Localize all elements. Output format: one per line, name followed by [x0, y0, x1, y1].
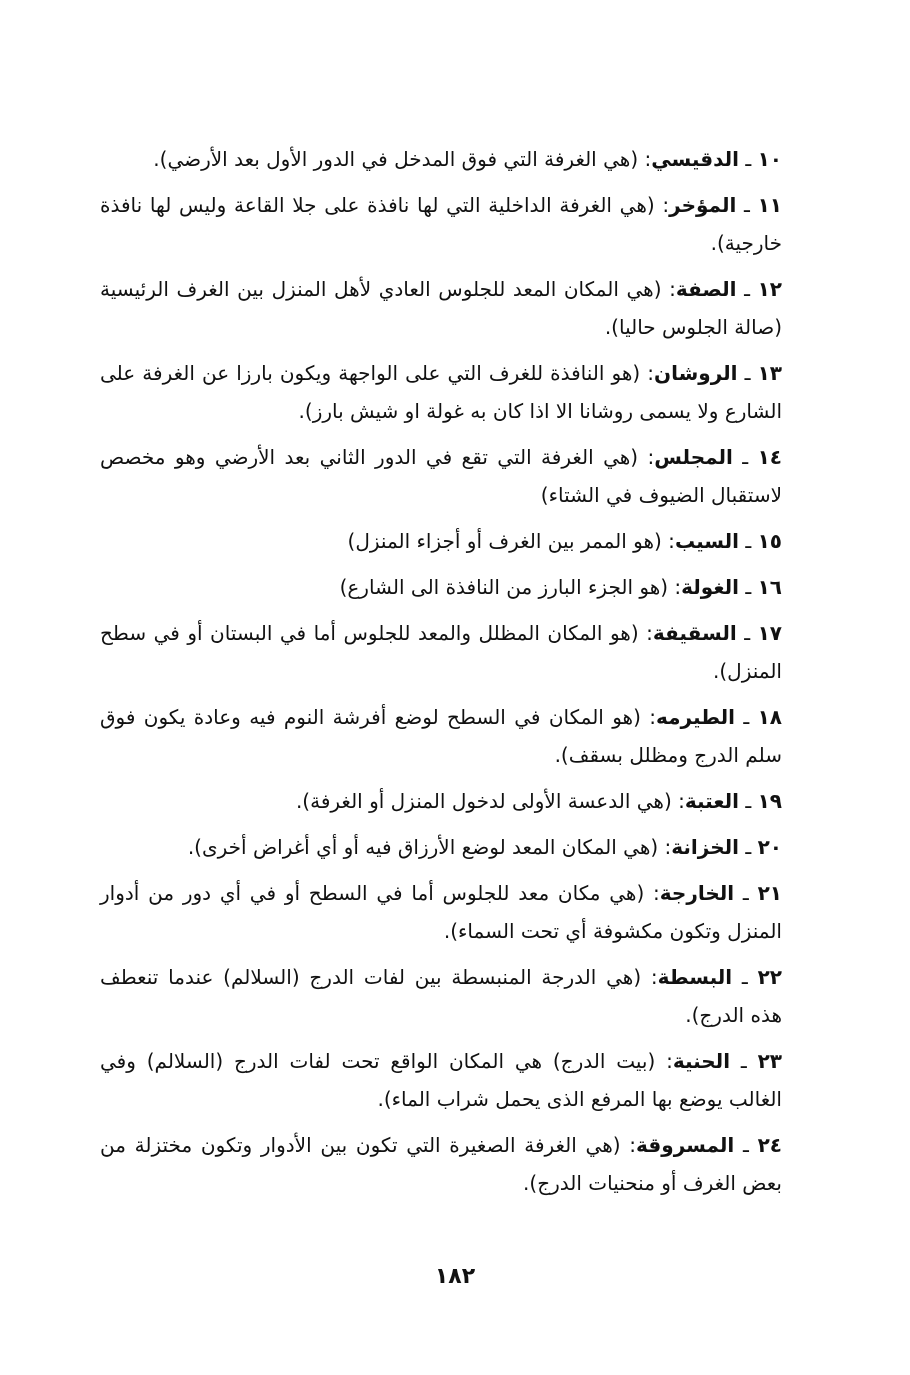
entry-number: ٢٣ [757, 1049, 782, 1073]
entry-number: ١٤ [757, 445, 782, 469]
entry-definition: (هي المكان المعد لوضع الأرزاق فيه أو أي أغراض أخرى). [187, 835, 659, 859]
entry-definition: (هو الجزء البارز من النافذة الى الشارع) [339, 575, 669, 599]
entry-term: السيب [674, 529, 739, 553]
entry-term: المجلس [654, 445, 733, 469]
entry-number: ١٨ [757, 705, 782, 729]
entry-definition: (هو النافذة للغرف التي على الواجهة ويكون بارزا عن الغرفة على الشارع ولا يسمى روشانا الا اذا كان به غولة او شيش بارز). [100, 361, 782, 423]
entry-definition: (هي المكان المعد للجلوس العادي لأهل المنزل بين الغرف الرئيسية (صالة الجلوس حاليا). [100, 277, 782, 339]
entry-definition: (هي الغرفة الداخلية التي لها نافذة على جلا القاعة وليس لها نافذة خارجية). [100, 193, 782, 255]
glossary-entry: ١٦ ـ الغولة: (هو الجزء البارز من النافذة الى الشارع) [339, 575, 782, 599]
entry-definition: (هي الدرجة المنبسطة بين لفات الدرج (السلالم) عندما تنعطف هذه الدرج). [100, 965, 782, 1027]
glossary-entry: ٢٣ ـ الحنية: (بيت الدرج) هي المكان الواقع تحت لفات الدرج (السلالم) وفي الغالب يوضع بها المرفع الذى يحمل شراب الماء). [100, 1049, 782, 1111]
glossary-entry: ١٨ ـ الطيرمه: (هو المكان في السطح لوضع أفرشة النوم فيه وعادة يكون فوق سلم الدرج ومظلل بسقف). [100, 705, 782, 767]
entry-term: العتبة [684, 789, 739, 813]
glossary-entry: ٢١ ـ الخارجة: (هي مكان معد للجلوس أما في السطح أو في أي دور من أدوار المنزل وتكون مكشوفة أي تحت السماء). [100, 881, 782, 943]
entry-definition: (هو المكان المظلل والمعد للجلوس أما في البستان أو في سطح المنزل). [100, 621, 782, 683]
glossary-entries [100, 140, 782, 1210]
glossary-entry: ١٠ ـ الدقيسي: (هي الغرفة التي فوق المدخل في الدور الأول بعد الأرضي). [153, 147, 782, 171]
entry-number: ٢٤ [757, 1133, 782, 1157]
glossary-entry: ١٩ ـ العتبة: (هي الدعسة الأولى لدخول المنزل أو الغرفة). [295, 789, 782, 813]
entry-term: الصفة [675, 277, 737, 301]
entry-definition: (هي الغرفة التي فوق المدخل في الدور الأول بعد الأرضي). [153, 147, 639, 171]
glossary-entry: ٢٢ ـ البسطة: (هي الدرجة المنبسطة بين لفات الدرج (السلالم) عندما تنعطف هذه الدرج). [100, 965, 782, 1027]
glossary-entry: ٢٠ ـ الخزانة: (هي المكان المعد لوضع الأرزاق فيه أو أي أغراض أخرى). [187, 835, 782, 859]
entry-definition: (بيت الدرج) هي المكان الواقع تحت لفات الدرج (السلالم) وفي الغالب يوضع بها المرفع الذى يحمل شراب الماء). [100, 1049, 782, 1111]
glossary-entry: ١١ ـ المؤخر: (هي الغرفة الداخلية التي لها نافذة على جلا القاعة وليس لها نافذة خارجية). [100, 193, 782, 255]
glossary-entry: ١٢ ـ الصفة: (هي المكان المعد للجلوس العادي لأهل المنزل بين الغرف الرئيسية (صالة الجلوس حاليا). [100, 277, 782, 339]
page-number: ١٨٢ [434, 1264, 476, 1289]
glossary-entry: ١٣ ـ الروشان: (هو النافذة للغرف التي على الواجهة ويكون بارزا عن الغرفة على الشارع ولا يسمى روشانا الا اذا كان به غولة او شيش بارز). [100, 361, 782, 423]
entry-number: ١٥ [757, 529, 782, 553]
entry-number: ٢٠ [757, 835, 782, 859]
entry-term: الدقيسي [651, 147, 739, 171]
entry-term: الطيرمه [656, 705, 735, 729]
glossary-entry: ١٤ ـ المجلس: (هي الغرفة التي تقع في الدور الثاني بعد الأرضي وهو مخصص لاستقبال الضيوف في الشتاء) [100, 445, 782, 507]
entry-definition: (هي الغرفة الصغيرة التي تكون بين الأدوار وتكون مختزلة من بعض الغرف أو منحنيات الدرج). [100, 1133, 782, 1195]
glossary-entry: ١٥ ـ السيب: (هو الممر بين الغرف أو أجزاء المنزل) [347, 529, 782, 553]
entry-definition: (هي مكان معد للجلوس أما في السطح أو في أي دور من أدوار المنزل وتكون مكشوفة أي تحت السماء). [100, 881, 782, 943]
entry-number: ٢١ [757, 881, 782, 905]
entry-term: المؤخر [669, 193, 737, 217]
entry-term: الحنية [672, 1049, 731, 1073]
entry-term: الغولة [681, 575, 739, 599]
glossary-entry: ١٧ ـ السقيفة: (هو المكان المظلل والمعد للجلوس أما في البستان أو في سطح المنزل). [100, 621, 782, 683]
entry-number: ١٧ [757, 621, 782, 645]
entry-term: المسروقة [636, 1133, 735, 1157]
entry-definition: (هي الدعسة الأولى لدخول المنزل أو الغرفة). [295, 789, 672, 813]
entry-number: ١٠ [757, 147, 782, 171]
entry-term: الخزانة [671, 835, 739, 859]
glossary-entry: ٢٤ ـ المسروقة: (هي الغرفة الصغيرة التي تكون بين الأدوار وتكون مختزلة من بعض الغرف أو منحنيات الدرج). [100, 1133, 782, 1195]
entry-term: الخارجة [659, 881, 735, 905]
entry-number: ٢٢ [757, 965, 782, 989]
entry-term: السقيفة [652, 621, 737, 645]
entry-definition: (هو المكان في السطح لوضع أفرشة النوم فيه وعادة يكون فوق سلم الدرج ومظلل بسقف). [100, 705, 782, 767]
entry-definition: (هو الممر بين الغرف أو أجزاء المنزل) [347, 529, 662, 553]
entry-number: ١١ [757, 193, 782, 217]
entry-number: ١٩ [757, 789, 782, 813]
entry-number: ١٢ [757, 277, 782, 301]
entry-term: الروشان [654, 361, 738, 385]
entry-definition: (هي الغرفة التي تقع في الدور الثاني بعد الأرضي وهو مخصص لاستقبال الضيوف في الشتاء) [100, 445, 782, 507]
entry-number: ١٦ [757, 575, 782, 599]
entry-term: البسطة [657, 965, 733, 989]
entry-number: ١٣ [757, 361, 782, 385]
